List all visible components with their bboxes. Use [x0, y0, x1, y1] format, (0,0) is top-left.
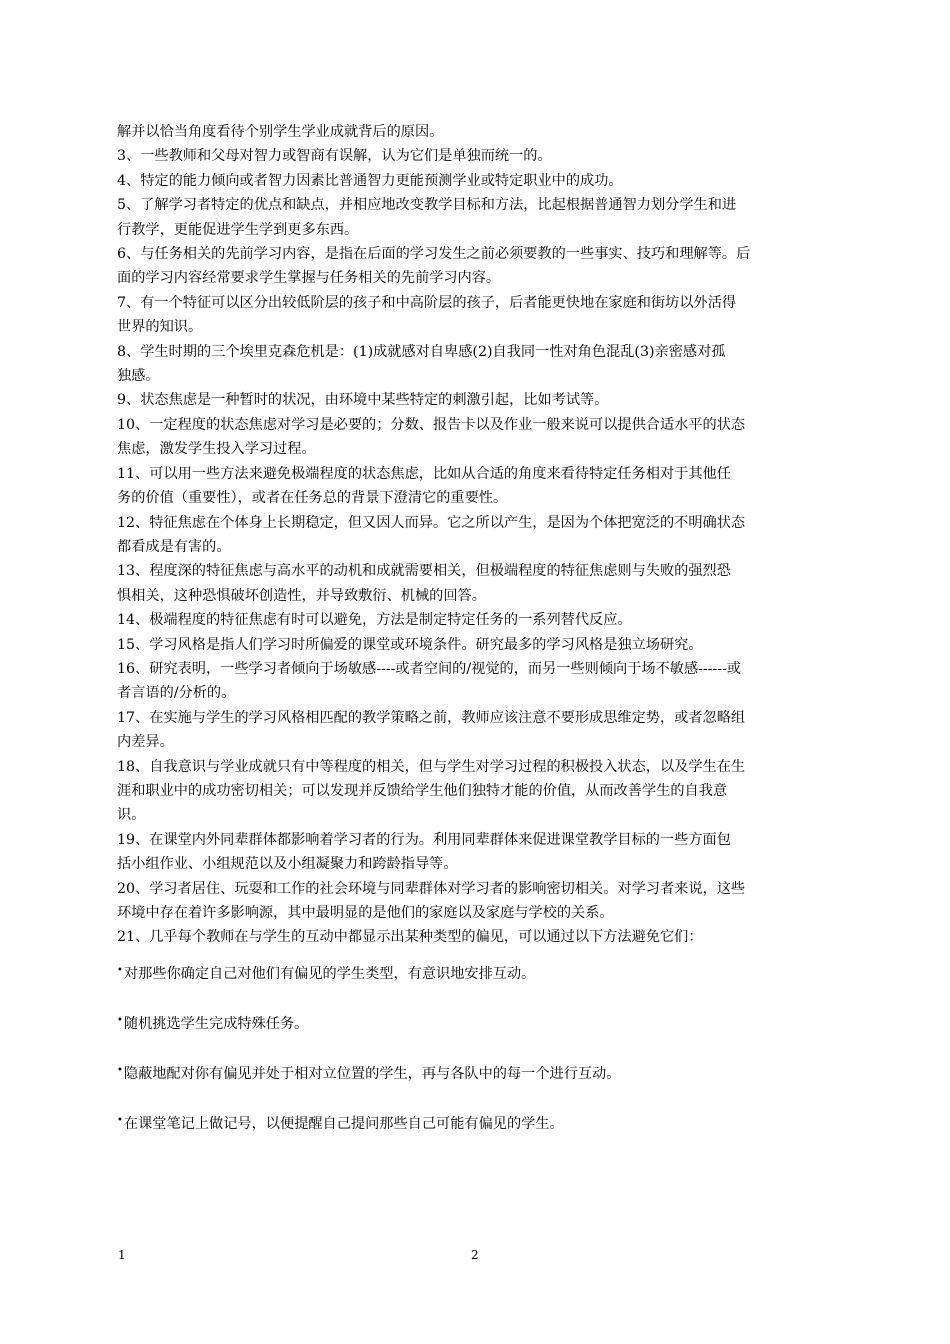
text-line: 焦虑，激发学生投入学习过程。 [117, 441, 316, 458]
page-number-center: 2 [471, 1248, 479, 1262]
text-line: 5、了解学习者特定的优点和缺点，并相应地改变教学目标和方法，比起根据普通智力划分学生和进 [117, 197, 737, 214]
text-line: 面的学习内容经常要求学生掌握与任务相关的先前学习内容。 [117, 270, 501, 287]
text-line: 7、有一个特征可以区分出较低阶层的孩子和中高阶层的孩子，后者能更快地在家庭和街坊以外活得 [117, 294, 737, 311]
text-line: 惧相关，这种恐惧破坏创造性，并导致敷衍、机械的回答。 [117, 587, 486, 604]
text-line: 10、一定程度的状态焦虑对学习是必要的；分数、报告卡以及作业一般来说可以提供合适水平的状态 [117, 416, 746, 433]
text-line: 21、几乎每个教师在与学生的互动中都显示出某种类型的偏见，可以通过以下方法避免它们： [117, 929, 703, 946]
text-line: 13、程度深的特征焦虑与高水平的动机和成就需要相关，但极端程度的特征焦虑则与失败的强烈恐 [117, 563, 731, 580]
text-line: 16、研究表明，一些学习者倾向于场敏感----或者空间的/视觉的，而另一些则倾向于场不敏感------或 [117, 660, 742, 677]
text-line: 9、状态焦虑是一种暂时的状况，由环境中某些特定的刺激引起，比如考试等。 [117, 392, 609, 409]
bullet-item [117, 1014, 839, 1034]
text-line: 世界的知识。 [117, 319, 203, 336]
text-line: 涯和职业中的成功密切相关；可以发现并反馈给学生他们独特才能的价值，从而改善学生的自我意 [117, 782, 728, 799]
text-line: 者言语的/分析的。 [117, 685, 236, 702]
text-line: 20、学习者居住、玩耍和工作的社会环境与同辈群体对学习者的影响密切相关。对学习者来说，这些 [117, 880, 746, 897]
bullet-dot-icon: • [117, 1064, 123, 1076]
bullet-text: 随机挑选学生完成特殊任务。 [123, 1015, 309, 1032]
document-body [117, 120, 839, 1164]
text-line: 15、学习风格是指人们学习时所偏爱的课堂或环境条件。研究最多的学习风格是独立场研究。 [117, 636, 703, 653]
bullet-text: 在课堂笔记上做记号，以便提醒自己提问那些自己可能有偏见的学生。 [123, 1115, 564, 1132]
text-line: 务的价值（重要性），或者在任务总的背景下澄清它的重要性。 [117, 490, 508, 507]
text-line: 14、极端程度的特征焦虑有时可以避免，方法是制定特定任务的一系列替代反应。 [117, 612, 632, 629]
paragraph-lines [117, 120, 839, 950]
text-line: 行教学，更能促进学生学到更多东西。 [117, 221, 359, 238]
text-line: 环境中存在着许多影响源，其中最明显的是他们的家庭以及家庭与学校的关系。 [117, 905, 614, 921]
bullet-text: 对那些你确定自己对他们有偏见的学生类型，有意识地安排互动。 [123, 965, 536, 982]
text-line: 8、学生时期的三个埃里克森危机是：(1)成就感对自卑感(2)自我同一性对角色混乱(3)亲密感对孤 [117, 343, 726, 360]
bullet-item [117, 1114, 839, 1134]
bullet-text: 隐蔽地配对你有偏见并处于相对立位置的学生，再与各队中的每一个进行互动。 [123, 1065, 621, 1082]
text-line: 11、可以用一些方法来避免极端程度的状态焦虑，比如从合适的角度来看待特定任务相对于其他任 [117, 465, 731, 482]
bullet-item [117, 1064, 839, 1084]
bullet-dot-icon: • [117, 1114, 123, 1126]
text-line: 3、一些教师和父母对智力或智商有误解，认为它们是单独而统一的。 [117, 148, 552, 165]
text-line: 独感。 [117, 368, 160, 385]
page-number-left: 1 [118, 1248, 126, 1262]
text-line: 识。 [117, 807, 146, 824]
text-line: 括小组作业、小组规范以及小组凝聚力和跨龄指导等。 [117, 856, 458, 873]
text-line: 18、自我意识与学业成就只有中等程度的相关，但与学生对学习过程的积极投入状态，以及学生在生 [117, 758, 746, 775]
bullet-item [117, 964, 839, 984]
text-line: 12、特征焦虑在个体身上长期稳定，但又因人而异。它之所以产生，是因为个体把宽泛的不明确状态 [117, 514, 746, 531]
text-line: 4、特定的能力倾向或者智力因素比普通智力更能预测学业或特定职业中的成功。 [117, 172, 623, 189]
text-line: 内差异。 [117, 734, 174, 751]
text-line: 6、与任务相关的先前学习内容，是指在后面的学习发生之前必须要教的一些事实、技巧和理解等。后 [117, 246, 751, 263]
bullet-list [117, 964, 839, 1134]
text-line: 19、在课堂内外同辈群体都影响着学习者的行为。利用同辈群体来促进课堂教学目标的一些方面包 [117, 831, 731, 848]
text-line: 都看成是有害的。 [117, 538, 231, 555]
bullet-dot-icon: • [117, 1014, 123, 1026]
text-line: 解并以恰当角度看待个别学生学业成就背后的原因。 [117, 124, 444, 140]
bullet-dot-icon: • [117, 964, 123, 976]
text-line: 17、在实施与学生的学习风格相匹配的教学策略之前，教师应该注意不要形成思维定势，或者忽略组 [117, 709, 746, 726]
